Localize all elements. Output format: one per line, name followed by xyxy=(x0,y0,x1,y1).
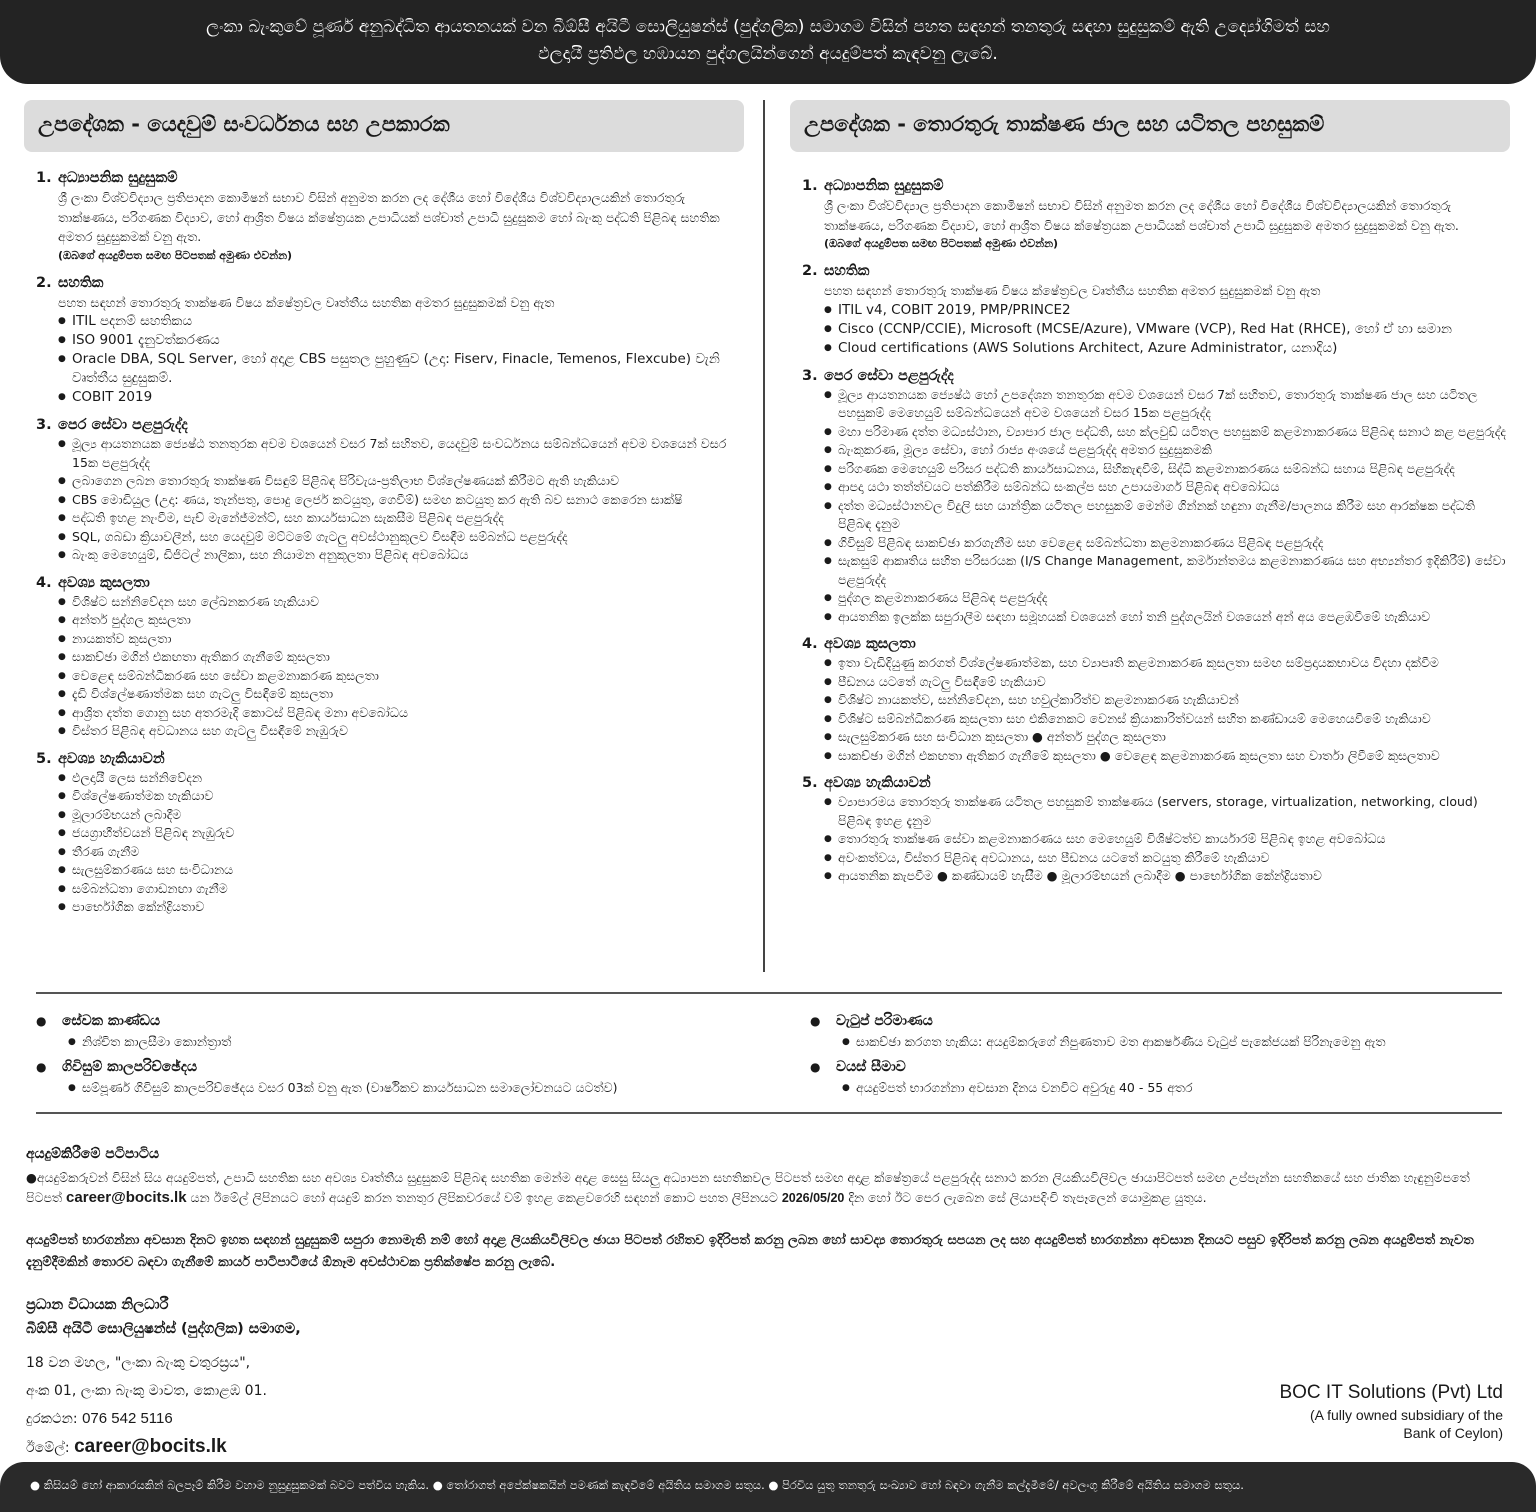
left-abilities-section xyxy=(36,751,744,917)
left-education-section xyxy=(36,170,744,265)
section-number: 1. xyxy=(802,178,818,194)
list-item: ● ISO 9001 දැනුවත්කරණය xyxy=(58,331,744,350)
section-number: 4. xyxy=(36,574,52,591)
section-number: 2. xyxy=(802,263,818,279)
salary-scale-value: ● සාකච්ඡා කරගත හැකිය: අයදුම්කරුගේ නිපුණතාව මත ආකර්ෂණීය වැටුප් පැකේජයක් පිරිනැමෙනු ඇත xyxy=(810,1032,1510,1052)
list-item: ● මූල්‍ය ආයතනයක ජ්‍යෙෂ්ඨ හෝ උපදේශන තනතුරක අවම වශයෙන් වසර 7ක් සහිතව, තොරතුරු තාක්ෂණ ජාල සහ යටිතල පහසුකම් මෙහෙයුම් සම්බන්ධයෙන් අවම වශයෙන් වසර 15ක පළපුරුද්ද xyxy=(824,386,1510,423)
section-title: අවශ්‍ය හැකියාවන් xyxy=(824,775,931,791)
list-item: ● අවංකත්වය, විස්තර පිළිබඳ අවධානය, සහ පීඩනය යටතේ කටයුතු කිරීමේ හැකියාව xyxy=(824,849,1510,868)
section-number: 5. xyxy=(36,750,52,767)
abilities-list xyxy=(802,793,1510,886)
abilities-list xyxy=(36,769,744,917)
list-item: ● ඉතා වැඩිදියුණු කරගත් විශ්ලේෂණාත්මක, සහ ව්‍යාපෘති කළමනාකරණ කුසලතා සමඟ සම්ප්‍රදායකභාවය විදහා දක්වීම xyxy=(824,654,1510,673)
procedure-title: අයදුම්කිරීමේ පටිපාටිය xyxy=(26,1146,160,1162)
list-item: ● බැංකුකරණ, මූල්‍ය සේවා, හෝ රාජ්‍ය අංශයේ පළපුරුද්ද අමතර සුදුසුකමකි xyxy=(824,441,1510,460)
procedure-body xyxy=(26,1168,1504,1208)
right-education-section xyxy=(802,178,1510,253)
procedure-text-2: යන ඊමේල් ලිපිනයට හෝ අයදුම් කරන තනතුර ලිපිකවරයේ වම් ඉහළ කෙළවරෙහි සඳහන් කොට පහත ලිපිනයට xyxy=(186,1190,782,1205)
address-line-1: ප්‍රධාන විධායක නිලධාරී xyxy=(26,1297,169,1313)
list-item: ● ITIL v4, COBIT 2019, PMP/PRINCE2 xyxy=(824,301,1510,320)
section-heading xyxy=(802,775,1510,791)
certificates-intro: පහත සඳහන් තොරතුරු තාක්ෂණ විෂය ක්ෂේත්‍රවල වෘත්තීය සහතික අමතර සුදුසුකමක් වනු ඇත xyxy=(824,283,1321,298)
address-line-3: 18 වන මහල, "ලංකා බැංකු චතුරස්‍රය", xyxy=(26,1355,251,1371)
list-item: ● සැකසුම් ආකෘතිය සහිත පරිසරයක (I/S Change Management, කර්මාන්තමය කළමනාකරණය සහ අභ්‍යන්තර ඉදිකිරීම්) සේවා පළපුරුද්ද xyxy=(824,552,1510,589)
skills-list xyxy=(36,593,744,741)
list-item: ● ඵලදායී ලෙස සන්නිවේදන xyxy=(58,769,744,788)
right-position-title: උපදේශක - තොරතුරු තාක්ෂණ ජාල සහ යටිතල පහසුකම් xyxy=(790,100,1510,152)
list-item: ● Cloud certifications (AWS Solutions Architect, Azure Administrator, යනාදිය) xyxy=(824,339,1510,358)
section-heading xyxy=(36,751,744,767)
section-number: 1. xyxy=(36,170,52,186)
section-title: පෙර සේවා පළපුරුද්ද xyxy=(58,417,188,433)
list-item: ● සම්බන්ධතා ගොඩනඟා ගැනීම xyxy=(58,880,744,899)
contract-period-value: ● සම්පූර්ණ ගිවිසුම් කාලපරිච්ඡේදය වසර 03ක් වනු ඇත (වාර්ෂිකව කාර්යසාධන සමාලෝචනයට යටත්ව) xyxy=(36,1078,756,1098)
column-divider xyxy=(763,100,765,972)
section-title: සහතික xyxy=(58,274,104,291)
footer-text: ● කිසියම් හෝ ආකාරයකින් බලපෑම් කිරීම වහාම නුසුදුසුකමක් බවට පත්විය හැකිය. ● තෝරාගත් අපේක්ෂකයින් පමණක් කැඳවීමේ අයිතිය සමාගම සතුය. ● පිරවිය යුතු තනතුරු සංඛ්‍යාව හෝ බඳවා ගැනීම කල්දැමීමේ/ අවලංගු කිරීමේ අයිතිය සමාගම සතුය. xyxy=(30,1478,1244,1492)
certificates-intro: පහත සඳහන් තොරතුරු තාක්ෂණ විෂය ක්ෂේත්‍රවල වෘත්තීය සහතික අමතර සුදුසුකමක් වනු ඇත xyxy=(58,294,555,310)
section-number: 4. xyxy=(802,636,818,652)
list-item: ● ආශ්‍රිත දත්ත ගොනු සහ අතරමැදි කොටස් පිළිබඳ මනා අවබෝධය xyxy=(58,704,744,723)
right-experience-section xyxy=(802,368,1510,627)
list-item: ● Cisco (CCNP/CCIE), Microsoft (MCSE/Azure), VMware (VCP), Red Hat (RHCE), හෝ ඒ හා සමාන xyxy=(824,320,1510,339)
section-heading xyxy=(36,417,744,433)
list-item: ● පීඩනය යටතේ ගැටලු විසඳීමේ හැකියාව xyxy=(824,673,1510,692)
phone-number[interactable]: 076 542 5116 xyxy=(82,1410,173,1427)
certificates-list xyxy=(36,312,744,407)
procedure-text-1: ●අයදුම්කරුවන් විසින් සිය අයදුම්පත්, උපාධි සහතික සහ අවශ්‍ය වෘත්තීය සුදුසුකම් පිළිබඳ සහතික මෙන්ම අදාළ සෙසු සියලු අධ්‍යාපන සහතිකවල පිටපත් සමඟ අදාළ ක්ෂේත්‍රයේ පළපුරුද්ද සනාථ කරන ලියකියවිලිවල ඡායාපිටපත් සමඟ උප්පැන්න සහතිකයේ සහ ජාතික හැඳුනුම්පතේ පිටපත් xyxy=(26,1170,1470,1205)
right-abilities-section xyxy=(802,775,1510,886)
section-title: පෙර සේවා පළපුරුද්ද xyxy=(824,367,954,384)
list-item: ● සැලසුම්කරණය සහ සංවිධානය xyxy=(58,861,744,880)
postal-address xyxy=(26,1293,726,1462)
list-item: ● විශිෂ්ට නායකත්ව, සන්නිවේදන, සහ හවුල්කාරිත්ව කළමනාකරණ හැකියාවන් xyxy=(824,691,1510,710)
list-item: ● තොරතුරු තාක්ෂණ සේවා කළමනාකරණය සහ මෙහෙයුම් විශිෂ්ටත්ව කාර්යාරම් පිළිබඳ ඉහළ අවබෝධය xyxy=(824,830,1510,849)
list-item: ● ITIL පදනම් සහතිකය xyxy=(58,312,744,331)
company-subtitle-2: Bank of Ceylon) xyxy=(1403,1425,1503,1441)
list-item: ● Oracle DBA, SQL Server, හෝ අදාළ CBS පසුතල පුහුණුව (උදා: Fiserv, Finacle, Temenos, Flexcube) වැනි වෘත්තීය සුදුසුකම්. xyxy=(58,350,744,388)
left-position-title: උපදේශක - යෙදවුම් සංවර්ධනය සහ උපකාරක xyxy=(24,100,744,152)
list-item: ● තීරණ ගැනීම xyxy=(58,843,744,862)
list-item: ● පුද්ගල කළමනාකරණය පිළිබඳ පළපුරුද්ද xyxy=(824,589,1510,608)
left-column xyxy=(24,100,744,927)
skills-list xyxy=(802,654,1510,765)
procedure-text-3: දින හෝ ඊට පෙර ලැබෙන සේ ලියාපදිංචි තැපෑලෙන් යොමුකළ යුතුය. xyxy=(844,1190,1207,1205)
list-item: ● සැලසුම්කරණ සහ සංවිධාන කුසලතා ● අන්තර් පුද්ගල කුසලතා xyxy=(824,728,1510,747)
section-number: 3. xyxy=(802,367,818,384)
list-item: ● ආයතනික ඉලක්ක සපුරාලීම සඳහා සමූහයක් වශයෙන් හෝ තනි පුද්ගලයින් වශයෙන් අන් අය පෙළඹවීමේ හැකියාව xyxy=(824,608,1510,627)
section-heading xyxy=(36,170,744,186)
education-text: ශ්‍රී ලංකා විශ්වවිද්‍යාල ප්‍රතිපාදන කොමිෂන් සභාව විසින් අනුමත කරන ලද දේශීය හෝ විදේශීය විශ්වවිද්‍යාලයකින් තොරතුරු තාක්ෂණය, පරිගණක විද්‍යාව, හෝ ආශ්‍රිත විෂය ක්ෂේත්‍රයක උපාධියක් පශ්චාත් උපාධි සුදුසුකම හෝ බැංකු පද්ධති පිළිබඳ සහතික අමතර සුදුසුකමක් වනු ඇත. xyxy=(58,190,720,244)
list-item: ● දත්ත මධ්‍යස්ථානවල විදුලි සහ යාන්ත්‍රික යටිතල පහසුකම් මෙන්ම ගින්නක් හඳුනා ගැනීම/පාලනය කිරීම සහ ආරක්ෂක පද්ධති පිළිබඳ දැනුම xyxy=(824,497,1510,534)
left-certificates-section xyxy=(36,275,744,408)
contract-period-title: ● ගිවිසුම් කාලපරිච්ඡේදය xyxy=(36,1056,756,1078)
section-title: සහතික xyxy=(824,263,870,279)
phone-line xyxy=(26,1405,726,1433)
list-item: ● බැංකු මෙහෙයුම්, ඩිජිටල් නාලිකා, සහ නියාමන අනුකූලතා පිළිබඳ අවබෝධය xyxy=(58,546,744,565)
list-item: ● විශිෂ්ට සන්නිවේදන සහ ලේඛනකරණ හැකියාව xyxy=(58,593,744,612)
service-category-title: ● සේවක කාණ්ඩය xyxy=(36,1010,756,1032)
list-item: ● COBIT 2019 xyxy=(58,388,744,407)
section-heading xyxy=(802,178,1510,194)
closing-date: 2026/05/20 xyxy=(781,1191,845,1205)
list-item: ● SQL, ගබඩා ක්‍රියාවලීන්, සහ යෙදවුම් මට්ටමේ ගැටලු අවස්ථානුකූලව විසඳීම සම්බන්ධ පළපුරුද්ද xyxy=(58,528,744,547)
header-line-2: ඵලදායී ප්‍රතිඵල හඹායන පුද්ගලයින්ගෙන් අයදුම්පත් කැඳවනු ලැබේ. xyxy=(538,44,998,64)
right-certificates-section xyxy=(802,263,1510,358)
right-column xyxy=(790,100,1510,896)
horizontal-rule xyxy=(36,1112,1502,1114)
section-heading xyxy=(802,263,1510,279)
list-item: ● විශිෂ්ට සම්බන්ධීකරණ කුසලතා සහ එකිනෙකට වෙනස් ක්‍රියාකාරිත්වයන් සහිත කණ්ඩායම් මෙහෙයවීමේ හැකියාව xyxy=(824,710,1510,729)
footer-banner xyxy=(0,1462,1536,1512)
list-item: ● ආයතනික කැපවීම ● කණ්ඩායම් හැසිීම ● මූලාරම්භයන් ලබාදීම ● පාර්භෝගික කේන්ද්‍රියතාව xyxy=(824,867,1510,886)
left-skills-section xyxy=(36,575,744,741)
email-label: ඊමේල්: xyxy=(26,1440,75,1456)
list-item: ● විස්තර පිළිබඳ අවධානය සහ ගැටලු විසඳීමේ නැඹුරුව xyxy=(58,722,744,741)
section-title: අධ්‍යාපනික සුදුසුකම් xyxy=(58,170,178,186)
section-heading xyxy=(36,275,744,291)
section-title: අවශ්‍ය කුසලතා xyxy=(824,636,916,652)
list-item: ● සාකච්ඡා මගින් එකඟතා ඇතිකර ගැනීමේ කුසලතා xyxy=(58,648,744,667)
age-limit-title: ● වයස් සීමාව xyxy=(810,1056,1510,1078)
list-item: ● පද්ධති ඉහළ නැංවීම, පැච් මැනේජ්මන්ට්, සහ කාර්යසාධන සැකසීම පිළිබඳ පළපුරුද්ද xyxy=(58,509,744,528)
application-procedure xyxy=(26,1146,1504,1208)
list-item: ● CBS මොඩියුල (උදා: ණය, තැන්පතු, පොදු ලෙජර් කටයුතු, ගෙවීම්) සමඟ කටයුතු කර ඇති බව සනාථ කෙරෙන සාක්ෂි xyxy=(58,491,744,510)
service-category-value: ● නිශ්චිත කාලසීමා කොන්ත්‍රාත් xyxy=(36,1032,756,1052)
procedure-email-link[interactable]: career@bocits.lk xyxy=(66,1189,187,1206)
company-name: BOC IT Solutions (Pvt) Ltd xyxy=(1279,1382,1503,1403)
list-item: ● ව්‍යාපාරමය තොරතුරු තාක්ෂණ යටිතල පහසුකම් තාක්ෂණය (servers, storage, virtualization, networking, cloud) පිළිබඳ ඉහළ දැනුම xyxy=(824,793,1510,830)
list-item: ● ජයග්‍රාහීත්වයන් පිළිබඳ නැඹුරුව xyxy=(58,824,744,843)
list-item: ● නායකත්ව කුසලතා xyxy=(58,630,744,649)
email-line xyxy=(26,1433,726,1462)
list-item: ● මහා පරිමාණ දත්ත මධ්‍යස්ථාන, ව්‍යාපාර ජාල පද්ධති, සහ ක්ලවුඩ් යටිතල පහසුකම් කළමනාකරණය පිළිබඳ සනාථ කළ පළපුරුද්ද xyxy=(824,423,1510,442)
terms-right xyxy=(810,1010,1510,1102)
certificates-list xyxy=(802,301,1510,358)
age-limit-value: ● අයදුම්පත් භාරගන්නා අවසාන දිනය වනවිට අවුරුදු 40 - 55 අතර xyxy=(810,1078,1510,1098)
list-item: ● විශ්ලේෂණාත්මක හැකියාව xyxy=(58,787,744,806)
horizontal-rule xyxy=(36,992,1502,994)
header-line-1: ලංකා බැංකුවේ පූර්ණ අනුබද්ධිත ආයතනයක් වන බීඕසී අයිටී සොලියුෂන්ස් (පුද්ගලික) සමාගම විසින් පහත සඳහන් තනතුරු සඳහා සුදුසුකම් ඇති උද්‍යෝගිමත් සහ xyxy=(206,17,1330,37)
header-banner xyxy=(0,0,1536,84)
section-number: 3. xyxy=(36,417,52,433)
list-item: ● පාර්භෝගික කේන්ද්‍රියතාව xyxy=(58,898,744,917)
section-title: අධ්‍යාපනික සුදුසුකම් xyxy=(824,178,944,194)
education-text: ශ්‍රී ලංකා විශ්වවිද්‍යාල ප්‍රතිපාදන කොමිෂන් සභාව විසින් අනුමත කරන ලද දේශීය හෝ විදේශීය විශ්වවිද්‍යාලයකින් තොරතුරු තාක්ෂණය, පරිගණක විද්‍යාව, හෝ ආශ්‍රිත විෂය ක්ෂේත්‍රයක උපාධියක් පශ්චාත් උපාධි සුදුසුකම අමතර සුදුසුකමක් වනු ඇත. xyxy=(824,198,1459,233)
list-item: ● පරිගණක මෙහෙයුම් පරිසර පද්ධති කාර්යසාධනය, සිහිකැඳවීම්, සිද්ධි කළමනාකරණය සම්බන්ධ සහාය පිළිබඳ පළපුරුද්ද xyxy=(824,460,1510,479)
list-item: ● ආපදා යථා තත්ත්වයට පත්කිරීම සම්බන්ධ සංකල්ප සහ උපායමාර්ග පිළිබඳ අවබෝධය xyxy=(824,478,1510,497)
list-item: ● දැඩි විශ්ලේෂණාත්මක සහ ගැටලු විසඳීමේ කුසලතා xyxy=(58,685,744,704)
terms-left xyxy=(36,1010,756,1102)
section-heading xyxy=(36,575,744,591)
rejection-warning: අයදුම්පත් භාරගන්නා අවසාන දිනට ඉහත සඳහන් සුදුසුකම් සපුරා නොමැති නම් හෝ අදාළ ලියකියවිලිවල ඡායා පිටපත් රහිතව ඉදිරිපත් කරනු ලබන හෝ සාවද්‍ය තොරතුරු සපයන ලද සහ අයදුම්පත් භාරගන්නා අවසාන දිනයට පසුව ඉදිරිපත් කරනු ලබන අයදුම්පත් නැවත දැනුම්දීමකින් තොරව බඳවා ගැනීමේ කාර්ය පාටිපාටියේ ඕනෑම අවස්ථාවක ප්‍රතික්ෂේප කරනු ලැබේ. xyxy=(26,1233,1474,1270)
experience-list xyxy=(36,435,744,565)
attach-note: (ඔබගේ අයදුම්පත සමඟ පිටපතක් අමුණා එවන්න) xyxy=(58,248,293,262)
list-item: ● මූල්‍ය ආයතනයක ජ්‍යෙෂ්ඨ තනතුරක අවම වශයෙන් වසර 7ක් සහිතව, යෙදවුම් සංවර්ධනය සම්බන්ධයෙන් අවම වශයෙන් වසර 15ක පළපුරුද්ද xyxy=(58,435,744,472)
section-title: අවශ්‍ය හැකියාවන් xyxy=(58,750,165,767)
list-item: ● ගිවිසුම් පිළිබඳ සාකච්ඡා කරගැනීම සහ වෙළෙඳ සම්බන්ධතා කළමනාකරණය පිළිබඳ පළපුරුද්ද xyxy=(824,534,1510,553)
phone-label: දුරකථන: xyxy=(26,1411,83,1427)
section-title: අවශ්‍ය කුසලතා xyxy=(58,574,150,591)
section-heading xyxy=(802,636,1510,652)
experience-list xyxy=(802,386,1510,627)
company-subtitle-1: (A fully owned subsidiary of the xyxy=(1310,1407,1503,1423)
list-item: ● ලබාගෙන ලබන තොරතුරු තාක්ෂණ විසඳුම් පිළිබඳ පිරිවැය-ප්‍රතිලාභ විශ්ලේෂණයක් කිරීමට ඇති හැකියාව xyxy=(58,472,744,491)
left-experience-section xyxy=(36,417,744,565)
contact-email-link[interactable]: career@bocits.lk xyxy=(74,1436,227,1457)
address-line-2: බීඕසී අයිටී සොලියුෂන්ස් (පුද්ගලික) සමාගම, xyxy=(26,1321,301,1337)
list-item: ● මූලාරම්භයන් ලබාදීම xyxy=(58,806,744,825)
salary-scale-title: ● වැටුප් පරිමාණය xyxy=(810,1010,1510,1032)
company-block xyxy=(1279,1380,1503,1442)
section-number: 5. xyxy=(802,775,818,791)
section-heading xyxy=(802,368,1510,384)
list-item: ● වෙළෙඳ සම්බන්ධීකරණ සහ සේවා කළමනාකරණ කුසලතා xyxy=(58,667,744,686)
address-line-4: අංක 01, ලංකා බැංකු මාවත, කොළඹ 01. xyxy=(26,1383,267,1399)
attach-note: (ඔබගේ අයදුම්පත සමඟ පිටපතක් අමුණා එවන්න) xyxy=(824,237,1059,250)
right-skills-section xyxy=(802,636,1510,765)
list-item: ● අන්තර් පුද්ගල කුසලතා xyxy=(58,611,744,630)
section-number: 2. xyxy=(36,274,52,291)
list-item: ● සාකච්ඡා මගින් එකඟතා ඇතිකර ගැනීමේ කුසලතා ● වෙළෙඳ කළමනාකරණ කුසලතා සහ වාර්තා ලිවීමේ කුසලතාව xyxy=(824,747,1510,766)
